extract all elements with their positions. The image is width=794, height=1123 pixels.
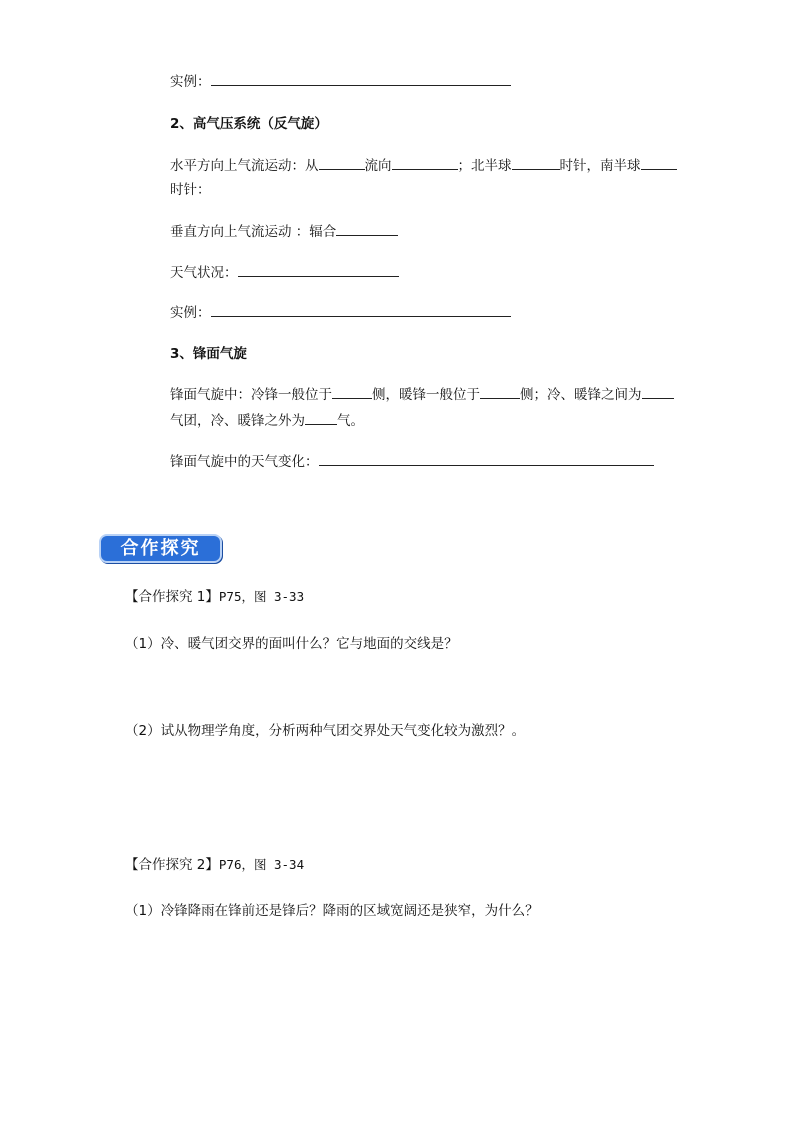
inquiry-2-title xyxy=(125,856,304,874)
flow-to-text: 流向 xyxy=(364,158,392,174)
south-hemisphere-text: 时针，南半球 xyxy=(559,158,641,174)
outside-fronts-blank[interactable] xyxy=(305,411,337,425)
inquiry-2-reference: P76，图 3-34 xyxy=(218,857,305,872)
example-line-2 xyxy=(170,303,511,322)
between-fronts-blank[interactable] xyxy=(642,385,674,399)
south-direction-blank[interactable] xyxy=(641,156,677,170)
vertical-blank[interactable] xyxy=(336,222,398,236)
cold-front-text: 锋面气旋中：冷锋一般位于 xyxy=(170,387,332,403)
weather-change-label: 锋面气旋中的天气变化： xyxy=(170,454,319,470)
weather-blank[interactable] xyxy=(238,263,399,277)
horizontal-flow-label: 水平方向上气流运动：从 xyxy=(170,158,319,174)
cold-front-side-blank[interactable] xyxy=(332,385,372,399)
to-blank[interactable] xyxy=(392,156,458,170)
inquiry-1-label: 【合作探究 1】 xyxy=(125,589,219,605)
section-heading-high-pressure: 2、高气压系统（反气旋） xyxy=(170,116,328,132)
section-heading-frontal-cyclone: 3、锋面气旋 xyxy=(170,346,247,362)
frontal-line-1 xyxy=(170,385,674,404)
inquiry-1-question-1: （1）冷、暖气团交界的面叫什么？它与地面的交线是？ xyxy=(125,636,458,652)
inquiry-1-question-2: （2）试从物理学角度，分析两种气团交界处天气变化较为激烈？。 xyxy=(125,723,526,739)
inquiry-2-question-1: （1）冷锋降雨在锋前还是锋后？降雨的区域宽阔还是狭窄，为什么？ xyxy=(125,903,539,919)
warm-front-text: 侧，暖锋一般位于 xyxy=(372,387,480,403)
example-label: 实例： xyxy=(170,74,211,90)
cooperative-inquiry-badge: 合作探究 xyxy=(99,534,222,563)
horizontal-flow-line-2: 时针： xyxy=(170,182,211,198)
north-direction-blank[interactable] xyxy=(512,156,560,170)
air-text: 气。 xyxy=(337,413,364,429)
inquiry-1-reference: P75，图 3-33 xyxy=(218,589,305,604)
between-fronts-text: 侧；冷、暖锋之间为 xyxy=(520,387,642,403)
outside-fronts-text: 气团，冷、暖锋之外为 xyxy=(170,413,305,429)
example-line-1 xyxy=(170,72,511,91)
from-blank[interactable] xyxy=(319,156,365,170)
weather-change-blank[interactable] xyxy=(319,452,654,466)
north-hemisphere-text: ；北半球 xyxy=(457,158,512,174)
vertical-flow-line xyxy=(170,222,398,241)
example-blank[interactable] xyxy=(211,303,511,317)
inquiry-1-title xyxy=(125,588,304,606)
weather-label: 天气状况： xyxy=(170,265,238,281)
vertical-flow-label: 垂直方向上气流运动 ：辐合 xyxy=(170,224,337,240)
inquiry-2-label: 【合作探究 2】 xyxy=(125,857,219,873)
frontal-line-2 xyxy=(170,411,364,430)
horizontal-flow-line xyxy=(170,156,677,175)
warm-front-side-blank[interactable] xyxy=(480,385,520,399)
example-blank[interactable] xyxy=(211,72,511,86)
weather-line xyxy=(170,263,399,282)
weather-change-line xyxy=(170,452,654,471)
example-label: 实例： xyxy=(170,305,211,321)
